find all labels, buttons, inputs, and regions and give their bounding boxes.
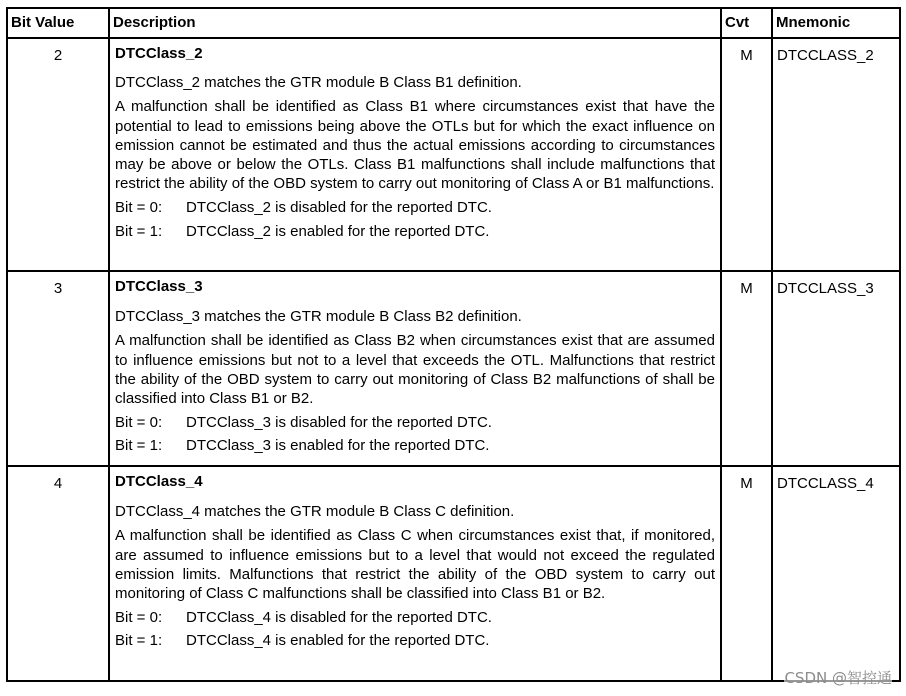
header-mnemonic: Mnemonic	[772, 8, 900, 38]
bit-0-line	[115, 608, 715, 627]
bit-1-key: Bit = 1:	[115, 437, 163, 455]
mnemonic-cell: DTCCLASS_4	[772, 466, 900, 681]
class-definition: DTCClass_2 matches the GTR module B Class B1 definition.	[115, 74, 522, 92]
bit-1-text: DTCClass_2 is enabled for the reported DTC.	[186, 222, 490, 240]
bit-0-line	[115, 413, 715, 432]
mnemonic-cell: DTCCLASS_2	[772, 38, 900, 271]
class-detail: A malfunction shall be identified as Class C when circumstances exist that, if monitored, are assumed to influence emissions but to a level that would not exceed the regulated emission limits. Malfunctions that restrict the ability of the OBD system to carry out monitoring of Class C malfunctions shall be classified into Class B1 or B2.	[115, 527, 715, 603]
class-definition: DTCClass_4 matches the GTR module B Class C definition.	[115, 503, 515, 521]
bit-0-text: DTCClass_3 is disabled for the reported DTC.	[186, 414, 492, 432]
class-name: DTCClass_4	[115, 473, 203, 490]
table-header-row	[7, 8, 900, 38]
table-row	[7, 38, 900, 271]
class-detail: A malfunction shall be identified as Class B2 when circumstances exist that are assumed to influence emissions but not to a level that exceeds the OTL. Malfunctions that restrict the ability of the OBD system to carry out monitoring of Class B2 malfunctions of shall be classified into Class B1 or B2.	[115, 332, 715, 408]
bit-1-text: DTCClass_3 is enabled for the reported DTC.	[186, 437, 490, 455]
bit-1-line	[115, 631, 715, 650]
bit-0-text: DTCClass_2 is disabled for the reported DTC.	[186, 199, 492, 217]
mnemonic-cell: DTCCLASS_3	[772, 271, 900, 466]
class-name: DTCClass_2	[115, 45, 203, 62]
bit-0-key: Bit = 0:	[115, 199, 163, 217]
class-definition: DTCClass_3 matches the GTR module B Class B2 definition.	[115, 308, 522, 326]
dtc-class-table	[6, 7, 901, 682]
description-cell	[109, 271, 721, 466]
cvt-cell: M	[721, 271, 772, 466]
cvt-cell: M	[721, 38, 772, 271]
bit-value-cell: 3	[7, 271, 109, 466]
header-cvt: Cvt	[721, 8, 772, 38]
bit-0-line	[115, 198, 715, 217]
bit-1-line	[115, 436, 715, 455]
bit-1-text: DTCClass_4 is enabled for the reported DTC.	[186, 632, 490, 650]
bit-value-cell: 4	[7, 466, 109, 681]
cvt-cell: M	[721, 466, 772, 681]
description-cell	[109, 38, 721, 271]
bit-1-line	[115, 222, 715, 241]
bit-value-cell: 2	[7, 38, 109, 271]
bit-0-text: DTCClass_4 is disabled for the reported DTC.	[186, 609, 492, 627]
description-cell	[109, 466, 721, 681]
table-row	[7, 466, 900, 681]
bit-0-key: Bit = 0:	[115, 414, 163, 432]
bit-1-key: Bit = 1:	[115, 222, 163, 240]
class-name: DTCClass_3	[115, 278, 203, 295]
header-description: Description	[109, 8, 721, 38]
bit-0-key: Bit = 0:	[115, 609, 163, 627]
table-row	[7, 271, 900, 466]
class-detail: A malfunction shall be identified as Class B1 where circumstances exist that have the potential to lead to emissions being above the OTLs but for which the exact influence on emission cannot be estimated and thus the actual emissions according to circumstances may be above or below the OTLs. Class B1 malfunctions shall include malfunctions that restrict the ability of the OBD system to carry out monitoring of Class A or B1 malfunctions.	[115, 98, 715, 193]
header-bit-value: Bit Value	[7, 8, 109, 38]
bit-1-key: Bit = 1:	[115, 632, 163, 650]
watermark: CSDN @智控通	[784, 669, 892, 687]
